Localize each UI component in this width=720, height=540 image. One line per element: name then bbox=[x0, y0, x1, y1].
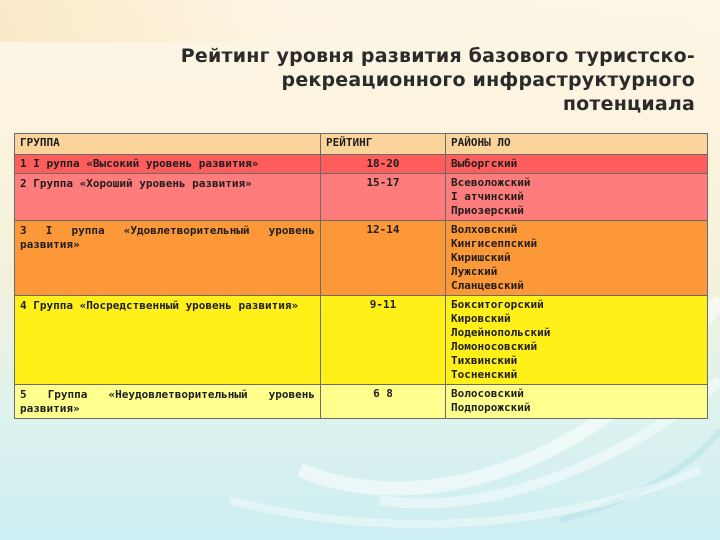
table-row bbox=[15, 155, 708, 174]
district-item: Тосненский bbox=[451, 368, 518, 381]
header-districts: РАЙОНЫ ЛО bbox=[446, 134, 708, 155]
title-line-1: Рейтинг уровня развития базового туристско- bbox=[180, 45, 695, 67]
district-item: Лодейнопольский bbox=[451, 326, 551, 339]
slide-title bbox=[150, 44, 695, 116]
district-item: Волховский bbox=[451, 223, 518, 236]
rating-cell: 18-20 bbox=[321, 155, 446, 174]
district-item: Тихвинский bbox=[451, 354, 518, 367]
district-item: Бокситогорский bbox=[451, 298, 544, 311]
district-item: Выборгский bbox=[451, 157, 518, 170]
title-line-2: рекреационного инфраструктурного потенциала bbox=[281, 69, 695, 115]
district-item: Кингисеппский bbox=[451, 237, 538, 250]
rating-table bbox=[14, 133, 708, 419]
rating-cell: 6 8 bbox=[321, 385, 446, 419]
district-item: Сланцевский bbox=[451, 279, 524, 292]
group-cell: 3 I руппа «Удовлетворительный уровень развития» bbox=[15, 221, 321, 296]
rating-cell: 9-11 bbox=[321, 296, 446, 385]
district-item: Киришский bbox=[451, 251, 511, 264]
table-row bbox=[15, 385, 708, 419]
table-row bbox=[15, 174, 708, 221]
district-item: Подпорожский bbox=[451, 401, 531, 414]
districts-cell bbox=[446, 155, 708, 174]
top-decor-band bbox=[0, 0, 720, 42]
header-rating: РЕЙТИНГ bbox=[321, 134, 446, 155]
group-cell: 4 Группа «Посредственный уровень развития» bbox=[15, 296, 321, 385]
table-row bbox=[15, 296, 708, 385]
districts-cell bbox=[446, 174, 708, 221]
district-item: I атчинский bbox=[451, 190, 524, 203]
group-cell: 1 I руппа «Высокий уровень развития» bbox=[15, 155, 321, 174]
header-group: ГРУППА bbox=[15, 134, 321, 155]
rating-cell: 15-17 bbox=[321, 174, 446, 221]
district-item: Лужский bbox=[451, 265, 498, 278]
district-item: Приозерский bbox=[451, 204, 524, 217]
district-item: Всеволожский bbox=[451, 176, 531, 189]
group-cell: 5 Группа «Неудовлетворительный уровень развития» bbox=[15, 385, 321, 419]
district-item: Волосовский bbox=[451, 387, 524, 400]
districts-cell bbox=[446, 221, 708, 296]
table-row bbox=[15, 221, 708, 296]
district-item: Кировский bbox=[451, 312, 511, 325]
group-cell: 2 Группа «Хороший уровень развития» bbox=[15, 174, 321, 221]
district-item: Ломоносовский bbox=[451, 340, 538, 353]
rating-cell: 12-14 bbox=[321, 221, 446, 296]
districts-cell bbox=[446, 296, 708, 385]
table-header-row bbox=[15, 134, 708, 155]
districts-cell bbox=[446, 385, 708, 419]
